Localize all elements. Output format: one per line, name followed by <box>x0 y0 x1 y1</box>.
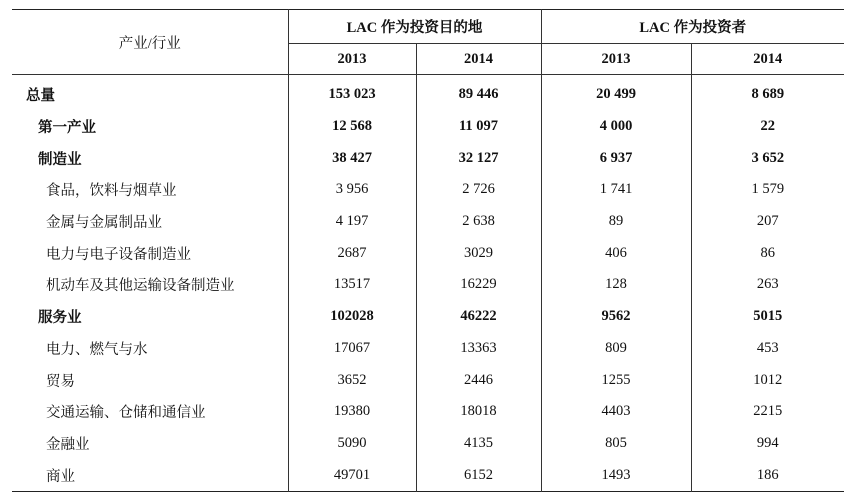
cell-value: 263 <box>691 269 844 301</box>
cell-value: 32 127 <box>416 142 541 174</box>
cell-value: 6 937 <box>541 142 691 174</box>
cell-value: 153 023 <box>288 75 416 111</box>
cell-value: 406 <box>541 237 691 269</box>
cell-value: 4 000 <box>541 111 691 143</box>
cell-value: 49701 <box>288 459 416 491</box>
year-header: 2014 <box>416 44 541 75</box>
cell-value: 86 <box>691 237 844 269</box>
cell-value: 2 726 <box>416 174 541 206</box>
cell-value: 3 652 <box>691 142 844 174</box>
cell-value: 1 579 <box>691 174 844 206</box>
cell-value: 102028 <box>288 301 416 333</box>
cell-value: 2687 <box>288 237 416 269</box>
row-label: 总量 <box>26 88 55 105</box>
cell-value: 38 427 <box>288 142 416 174</box>
cell-value: 186 <box>691 459 844 491</box>
cell-value: 89 <box>541 206 691 238</box>
cell-value: 2215 <box>691 396 844 428</box>
year-header: 2013 <box>541 44 691 75</box>
table-row <box>12 142 844 174</box>
cell-value: 19380 <box>288 396 416 428</box>
cell-value: 3 956 <box>288 174 416 206</box>
row-label: 食品，饮料与烟草业 <box>46 183 177 200</box>
cell-value: 3652 <box>288 364 416 396</box>
cell-value: 1012 <box>691 364 844 396</box>
cell-value: 11 097 <box>416 111 541 143</box>
row-label: 机动车及其他运输设备制造业 <box>46 278 235 295</box>
cell-value: 1255 <box>541 364 691 396</box>
cell-value: 5015 <box>691 301 844 333</box>
table-row <box>12 174 844 206</box>
row-label: 贸易 <box>46 373 75 390</box>
row-label: 交通运输、仓储和通信业 <box>46 405 206 422</box>
cell-value: 13517 <box>288 269 416 301</box>
cell-value: 46222 <box>416 301 541 333</box>
year-header: 2013 <box>288 44 416 75</box>
row-label: 金属与金属制品业 <box>46 215 162 232</box>
row-label-header: 产业/行业 <box>12 10 288 75</box>
row-label: 制造业 <box>38 151 82 168</box>
cell-value: 4 197 <box>288 206 416 238</box>
cell-value: 6152 <box>416 459 541 491</box>
year-header: 2014 <box>691 44 844 75</box>
group-header-investor: LAC 作为投资者 <box>541 10 844 44</box>
cell-value: 453 <box>691 333 844 365</box>
table-row <box>12 237 844 269</box>
table-row <box>12 396 844 428</box>
cell-value: 8 689 <box>691 75 844 111</box>
cell-value: 3029 <box>416 237 541 269</box>
cell-value: 9562 <box>541 301 691 333</box>
cell-value: 809 <box>541 333 691 365</box>
cell-value: 2 638 <box>416 206 541 238</box>
group-header-destination: LAC 作为投资目的地 <box>288 10 541 44</box>
cell-value: 1 741 <box>541 174 691 206</box>
cell-value: 4403 <box>541 396 691 428</box>
table-row <box>12 75 844 111</box>
row-label: 商业 <box>46 468 75 485</box>
cell-value: 805 <box>541 428 691 460</box>
table-row <box>12 301 844 333</box>
table-row <box>12 111 844 143</box>
row-label: 第一产业 <box>38 120 96 137</box>
cell-value: 4135 <box>416 428 541 460</box>
cell-value: 128 <box>541 269 691 301</box>
cell-value: 16229 <box>416 269 541 301</box>
investment-table <box>12 9 844 492</box>
table-row <box>12 364 844 396</box>
row-label: 电力、燃气与水 <box>46 341 148 358</box>
cell-value: 994 <box>691 428 844 460</box>
table-row <box>12 206 844 238</box>
row-label: 金融业 <box>46 436 90 453</box>
cell-value: 2446 <box>416 364 541 396</box>
cell-value: 207 <box>691 206 844 238</box>
table-row <box>12 333 844 365</box>
cell-value: 12 568 <box>288 111 416 143</box>
cell-value: 1493 <box>541 459 691 491</box>
cell-value: 17067 <box>288 333 416 365</box>
table-row <box>12 428 844 460</box>
cell-value: 18018 <box>416 396 541 428</box>
cell-value: 89 446 <box>416 75 541 111</box>
cell-value: 22 <box>691 111 844 143</box>
cell-value: 13363 <box>416 333 541 365</box>
cell-value: 20 499 <box>541 75 691 111</box>
table-row <box>12 459 844 491</box>
row-label: 电力与电子设备制造业 <box>46 246 191 263</box>
cell-value: 5090 <box>288 428 416 460</box>
table-row <box>12 269 844 301</box>
row-label: 服务业 <box>38 310 82 327</box>
